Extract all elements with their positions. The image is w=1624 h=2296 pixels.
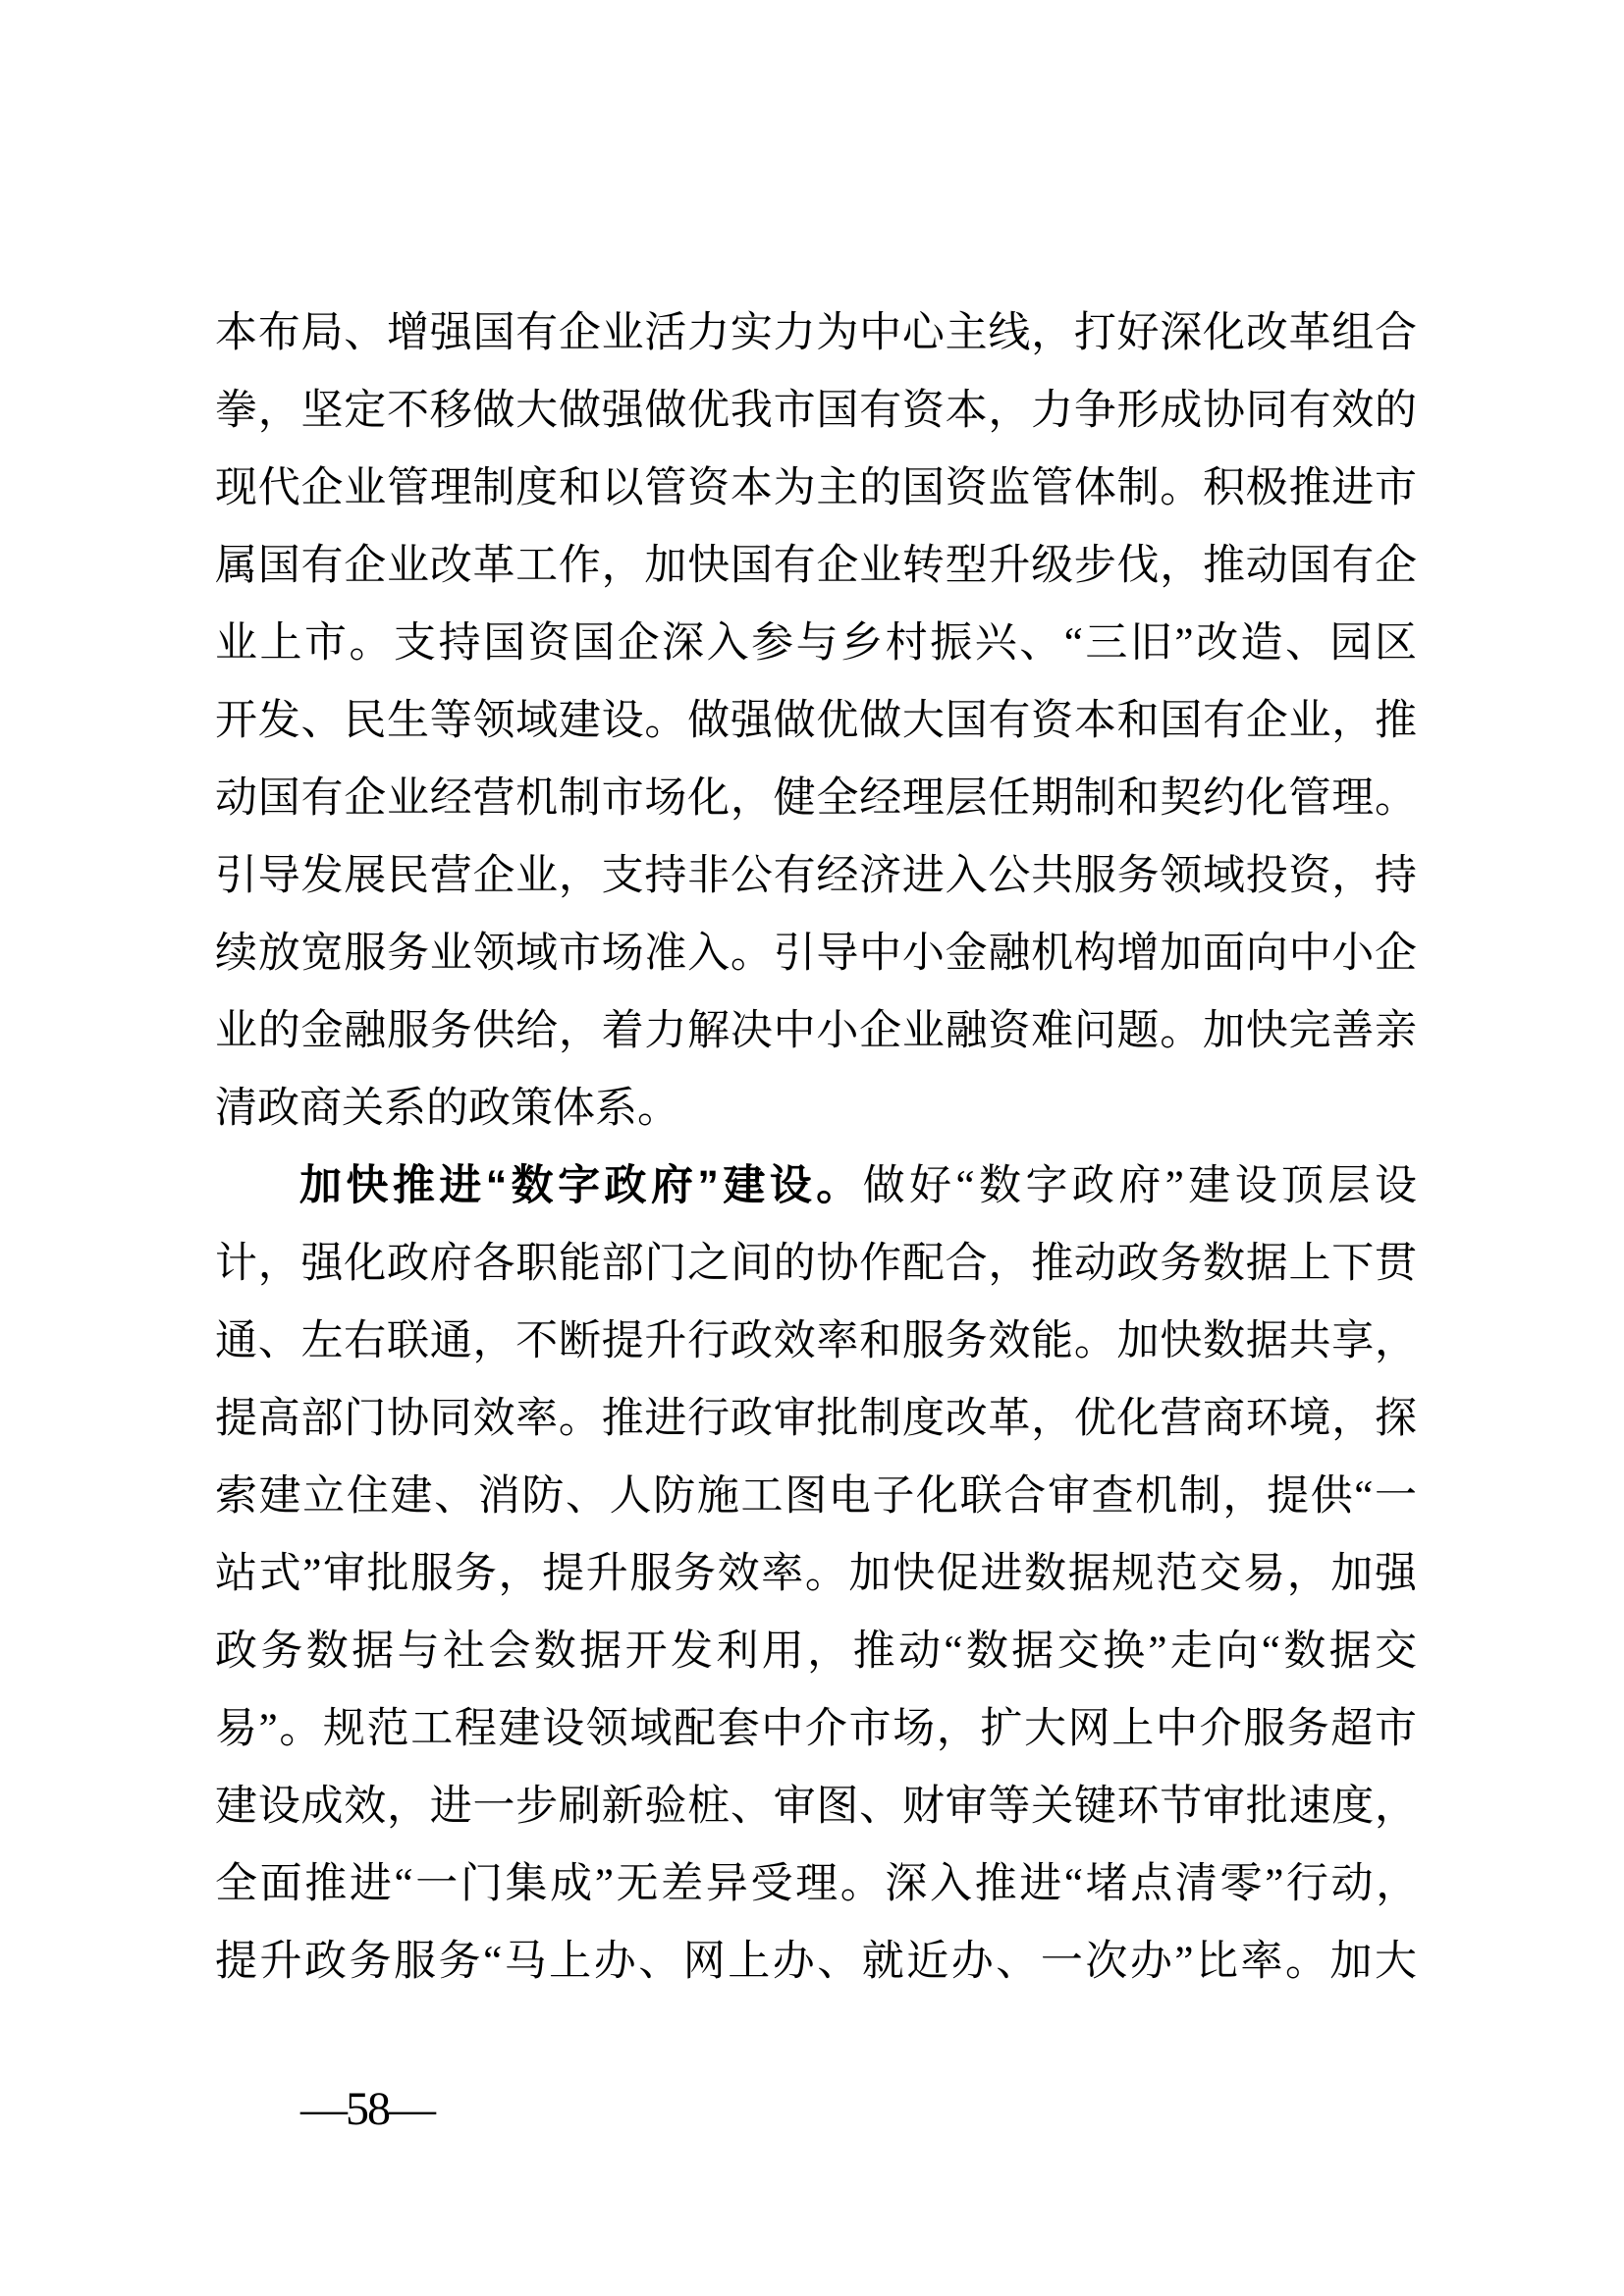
body-text-segment: 拳，坚定不移做大做强做优我市国有资本，力争形成协同有效的 — [215, 388, 1417, 434]
text-line — [215, 1845, 1417, 1923]
body-text-segment: 本布局、增强国有企业活力实力为中心主线，打好深化改革组合 — [215, 310, 1417, 356]
body-text-segment: 提升政务服务“马上办、网上办、就近办、一次办”比率。加大 — [215, 1939, 1417, 1985]
text-line — [215, 372, 1417, 450]
text-line — [215, 1535, 1417, 1613]
text-line — [215, 992, 1417, 1070]
text-line — [215, 527, 1417, 605]
body-text-segment: 续放宽服务业领域市场准入。引导中小金融机构增加面向中小企 — [215, 931, 1417, 977]
body-text-segment: 业上市。支持国资国企深入参与乡村振兴、“三旧”改造、园区 — [215, 620, 1417, 667]
text-line — [215, 1380, 1417, 1458]
text-line — [215, 1613, 1417, 1690]
text-line — [215, 760, 1417, 837]
text-line — [215, 294, 1417, 372]
body-text-segment: 提高部门协同效率。推进行政审批制度改革，优化营商环境，探 — [215, 1396, 1417, 1442]
text-line — [215, 1768, 1417, 1845]
body-text-segment: 易”。规范工程建设领域配套中介市场，扩大网上中介服务超市 — [215, 1706, 1417, 1752]
text-line — [215, 1923, 1417, 2001]
body-text-segment: 全面推进“一门集成”无差异受理。深入推进“堵点清零”行动， — [215, 1861, 1417, 1907]
text-line — [215, 837, 1417, 915]
body-text-segment: 动国有企业经营机制市场化，健全经理层任期制和契约化管理。 — [215, 775, 1417, 822]
body-text-segment: 属国有企业改革工作，加快国有企业转型升级步伐，推动国有企 — [215, 543, 1417, 589]
body-text-segment: 建设成效，进一步刷新验桩、审图、财审等关键环节审批速度， — [215, 1784, 1417, 1830]
body-text-segment: 索建立住建、消防、人防施工图电子化联合审查机制，提供“一 — [215, 1473, 1417, 1520]
text-line — [215, 1225, 1417, 1303]
body-text-segment: 现代企业管理制度和以管资本为主的国资监管体制。积极推进市 — [215, 465, 1417, 511]
body-text-segment: 通、左右联通，不断提升行政效率和服务效能。加快数据共享， — [215, 1318, 1417, 1364]
body-text-segment: 计，强化政府各职能部门之间的协作配合，推动政务数据上下贯 — [215, 1241, 1417, 1287]
body-text-segment: 站式”审批服务，提升服务效率。加快促进数据规范交易，加强 — [215, 1551, 1417, 1597]
document-body-text — [215, 294, 1417, 2001]
body-text-segment: 开发、民生等领域建设。做强做优做大国有资本和国有企业，推 — [215, 698, 1417, 744]
page-number: —58— — [300, 2083, 434, 2135]
bold-heading-text: 加快推进“数字政府”建设。 — [299, 1162, 863, 1209]
body-text-segment: 业的金融服务供给，着力解决中小企业融资难问题。加快完善亲 — [215, 1008, 1417, 1054]
text-line — [215, 682, 1417, 760]
text-line — [215, 1690, 1417, 1768]
text-line — [215, 1303, 1417, 1380]
text-line — [215, 1148, 1417, 1225]
body-text-segment: 做好“数字政府”建设顶层设 — [862, 1163, 1417, 1209]
text-line — [215, 605, 1417, 682]
body-text-segment: 政务数据与社会数据开发利用，推动“数据交换”走向“数据交 — [215, 1629, 1417, 1675]
text-line — [215, 450, 1417, 527]
text-line — [215, 1070, 1417, 1148]
text-line — [215, 915, 1417, 992]
body-text-segment: 引导发展民营企业，支持非公有经济进入公共服务领域投资，持 — [215, 853, 1417, 899]
body-text-segment: 清政商关系的政策体系。 — [215, 1086, 679, 1132]
text-line — [215, 1458, 1417, 1535]
